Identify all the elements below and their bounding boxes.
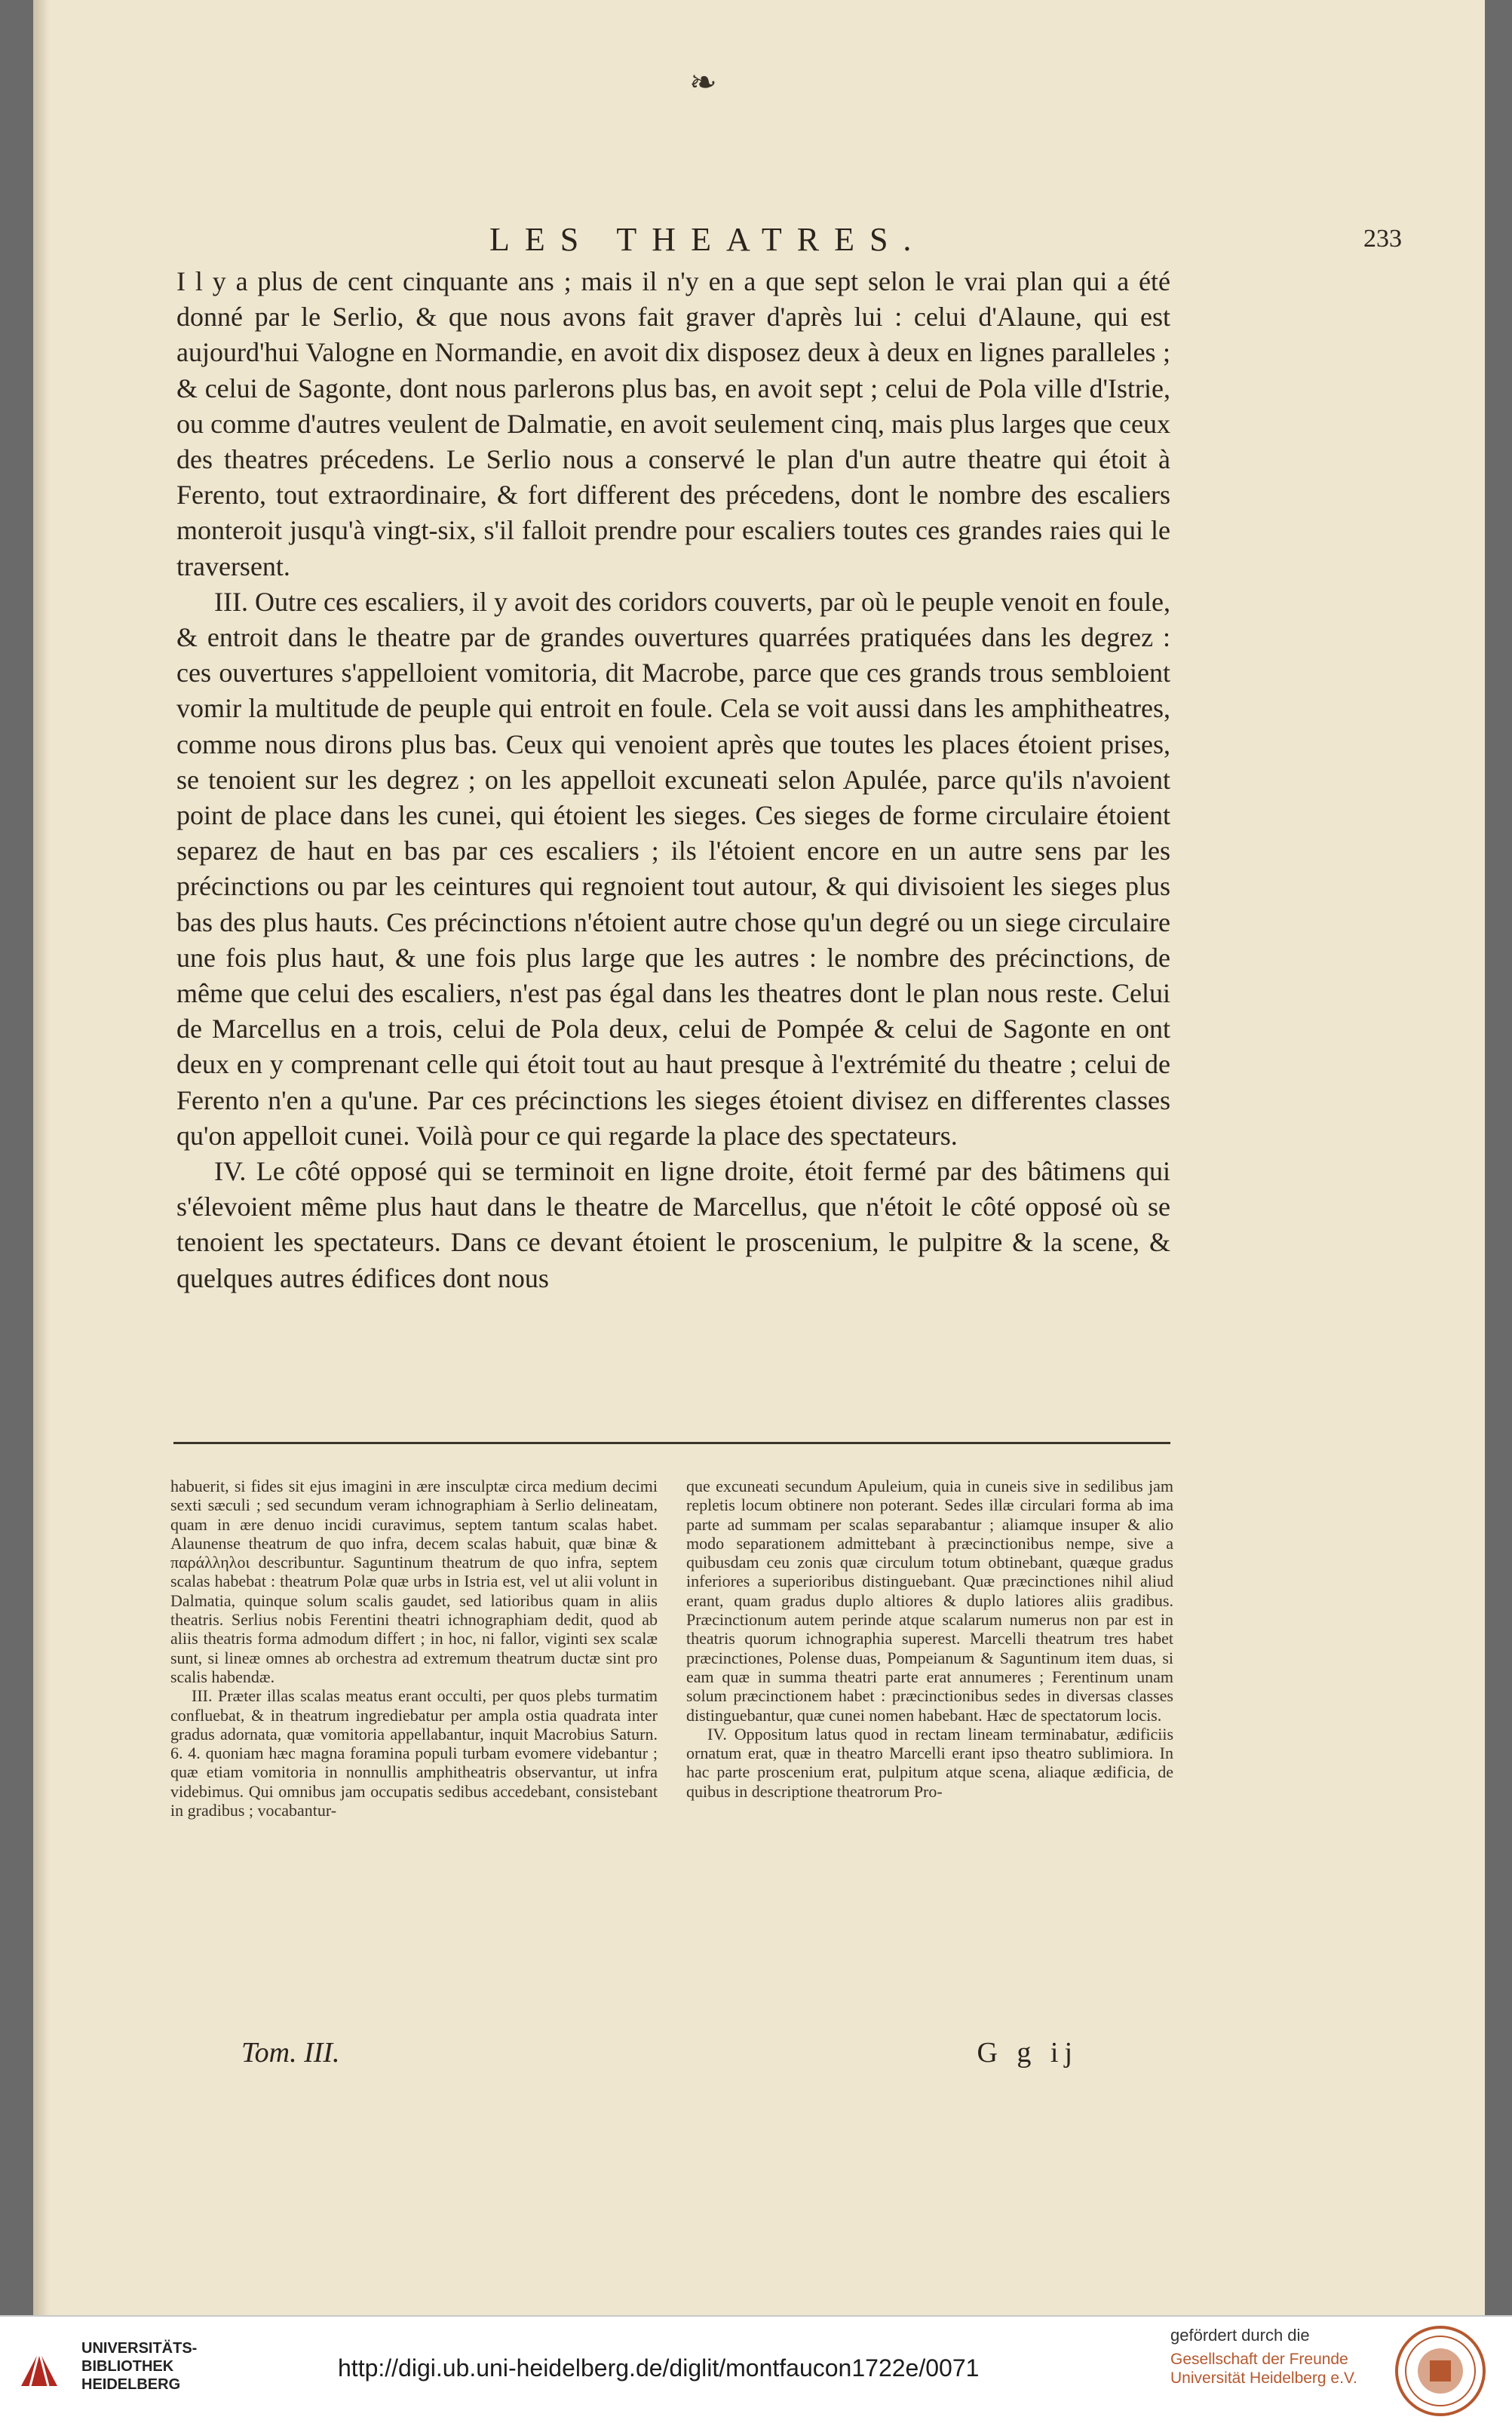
university-seal-icon[interactable] — [1394, 2324, 1487, 2418]
paragraph-section-iv: IV. Le côté opposé qui se terminoit en ligne droite, étoit fermé par des bâtimens qui s'élevoient même plus haut dans le theatre de Marcellus, que n'étoit le côté opposé où se tenoient les spectateurs. Dans ce devant étoient le proscenium, le pulpitre & la scene, & quelques autres édifices dont nous — [176, 1156, 1170, 1293]
permalink-url[interactable]: http://digi.ub.uni-heidelberg.de/diglit/montfaucon1722e/0071 — [338, 2354, 980, 2382]
page-number: 233 — [1363, 225, 1402, 253]
library-name[interactable] — [81, 2339, 197, 2394]
header-title: LES THEATRES. — [489, 221, 927, 258]
note-paragraph: III. Præter illas scalas meatus erant occulti, per quos plebs turmatim confluebat, & in theatrum ingrediebatur per ampla ostia quadrata inter gradus adornata, quæ vomitoria appellabantur, inquit Macrobius Saturn. 6. 4. quoniam hæc magna foramina populi turbam evomere videbantur ; quæ etiam vomitoria in nonnullis amphitheatris observantur, ut infra videbimus. Qui omnibus jam occupatis sedibus accedebant, consistebant in gradibus ; vocabantur- — [170, 1686, 658, 1820]
notes-column-right — [686, 1477, 1173, 1820]
paragraph-section-iii: III. Outre ces escaliers, il y avoit des coridors couverts, par où le peuple venoit en foule, & entroit dans le theatre par de grandes ouvertures quarrées pratiquées dans les degrez : ces ouvertures s'appelloient vomitoria, dit Macrobe, parce que ces grands trous sembloient vomir la multitude de peuple qui entroit en foule. Cela se voit aussi dans les amphitheatres, comme nous dirons plus bas. Ceux qui venoient après que toutes les places étoient prises, se tenoient sur les degrez ; on les appelloit excuneati selon Apulée, parce qu'ils n'avoient point de place dans les cunei, qui étoient les sieges. Ces sieges de forme circulaire étoient separez de haut en bas par ces escaliers ; ils l'étoient encore en un autre sens par les précinctions ou par les ceintures qui regnoient tout autour, & qui divisoient les sieges plus bas des plus hauts. Ces précinctions n'étoient autre chose qu'un degré ou un siege circulaire une fois plus haut, & une fois plus large que les autres : le nombre des précinctions, de même que celui des escaliers, n'est pas égal dans les theatres dont le plan nous reste. Celui de Marcellus en a trois, celui de Pola deux, celui de Pompée & celui de Sagonte en ont deux en y comprenant celle qui étoit tout au haut presque à l'extrémité du theatre ; celui de Ferento n'en a qu'une. Par ces précinctions les sieges étoient divisez en differentes classes qu'on appelloit cunei. Voilà pour ce qui regarde la place des spectateurs. — [176, 586, 1170, 1151]
library-name-line: HEIDELBERG — [81, 2376, 181, 2393]
library-banner — [0, 2315, 1512, 2423]
sponsor-name-line: Gesellschaft der Freunde — [1170, 2351, 1348, 2368]
main-text — [176, 264, 1170, 1296]
library-name-line: BIBLIOTHEK — [81, 2358, 174, 2375]
footnote-rule — [173, 1442, 1170, 1444]
latin-notes — [170, 1477, 1173, 1820]
notes-column-left — [170, 1477, 658, 1820]
page-footer — [241, 2036, 1078, 2069]
library-logo-icon[interactable] — [17, 2345, 62, 2391]
book-page — [33, 0, 1485, 2315]
ornament-mark: ❧ — [689, 64, 717, 101]
signature-mark: G g ij — [977, 2037, 1078, 2069]
paragraph-continuation: I l y a plus de cent cinquante ans ; mais il n'y en a que sept selon le vrai plan qui a été donné par le Serlio, & que nous avons fait graver d'après lui : celui d'Alaune, qui est aujourd'hui Valogne en Normandie, en avoit dix disposez deux à deux en lignes paralleles ; & celui de Sagonte, dont nous parlerons plus bas, en avoit sept ; celui de Pola ville d'Istrie, ou comme d'autres veulent de Dalmatie, en avoit seulement cinq, mais plus larges que ceux des theatres précedens. Le Serlio nous a conservé le plan d'un autre theatre qui étoit à Ferento, tout extraordinaire, & fort different des précedens, dont le nombre des escaliers monteroit jusqu'à vingt-six, s'il falloit prendre pour escaliers toutes ces grandes raies qui le traversent. — [176, 266, 1170, 581]
sponsor-name[interactable] — [1170, 2350, 1357, 2388]
note-paragraph: que excuneati secundum Apuleium, quia in cuneis sive in sedilibus jam repletis locum obtinere non poterant. Sedes illæ circulari forma ab ima parte ad summam per scalas separabantur ; aliamque insuper & alio modo separationem admittebant à præcinctionibus nempe, sive a quibusdam ceu zonis quæ circulum totum obtinebant, quæque gradus inferiores a superioribus distinguebant. Quæ præcinctiones nihil aliud erant, quam gradus duplo altiores & duplo latiores aliis gradibus. Præcinctionum autem perinde atque scalarum numerus non par est in theatris quorum ichnographia superest. Marcelli theatrum tres habet præcinctiones, Polense duas, Pompeianum & Saguntinum item duas, si eam quæ in summa theatri parte erat annumeres ; Ferentinum unam solum præcinctionem habet : præcinctionibus sedes in diversas classes distinguebantur, quæ cunei nomen habebant. Hæc de spectatorum locis. — [686, 1477, 1173, 1725]
running-header — [146, 220, 1402, 265]
note-paragraph: habuerit, si fides sit ejus imagini in ære insculptæ circa medium decimi sexti sæculi ; sed secundum veram ichnographiam à Serlio delineatam, quam in ære denuo incidi curavimus, septem tantum scalas habet. Alaunense theatrum de quo infra, decem scalas habuit, quæ binæ & παράλληλοι describuntur. Saguntinum theatrum de quo infra, septem scalas habebat : theatrum Polæ quæ urbs in Istria est, vel ut alii volunt in Dalmatia, quinque solum scalis gaudet, sed latioribus quam in aliis theatris. Serlius nobis Ferentini theatri ichnographiam dedit, quod ab aliis theatris forma admodum differt ; in hoc, ni fallor, viginti sex scalæ sunt, si lineæ omnes ab orchestra ad extremum theatrum ductæ sint pro scalis habendæ. — [170, 1477, 658, 1686]
sponsor-label: gefördert durch die — [1170, 2326, 1310, 2345]
library-name-line: UNIVERSITÄTS- — [81, 2340, 198, 2357]
sponsor-name-line: Universität Heidelberg e.V. — [1170, 2369, 1357, 2387]
note-paragraph: IV. Oppositum latus quod in rectam lineam terminabatur, ædificiis ornatum erat, quæ in theatro Marcelli erant ipso theatro sublimiora. In hac parte proscenium erat, pulpitum atque scena, aliaque ædificia, de quibus in descriptione theatrorum Pro- — [686, 1724, 1173, 1801]
volume-label: Tom. III. — [241, 2037, 340, 2069]
